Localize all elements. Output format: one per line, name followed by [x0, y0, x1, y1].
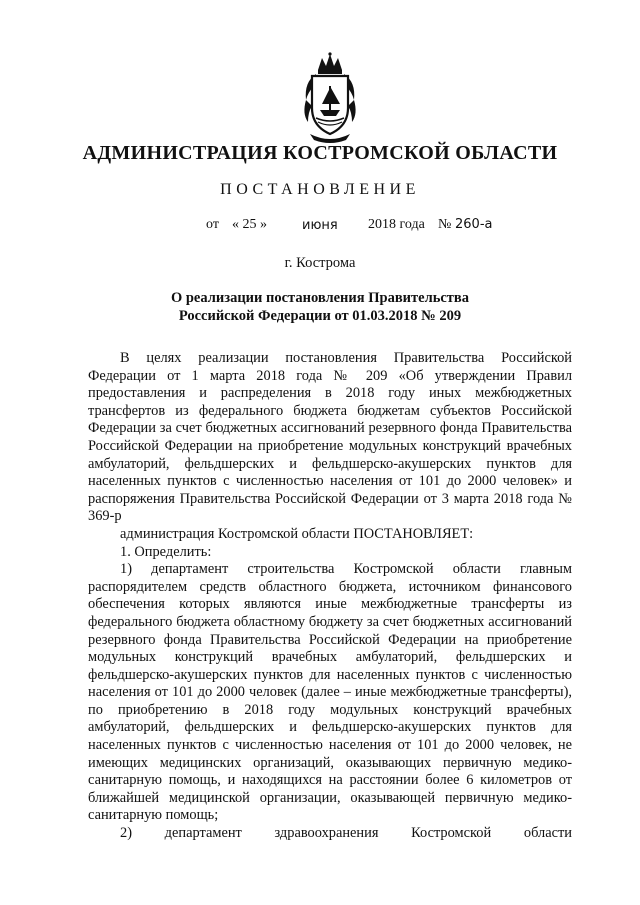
document-number: 260-а [455, 217, 493, 232]
date-line [0, 217, 640, 237]
coat-of-arms-icon [296, 52, 364, 144]
subject-line-2: Российской Федерации от 01.03.2018 № 209 [178, 308, 462, 324]
organization-title: АДМИНИСТРАЦИЯ КОСТРОМСКОЙ ОБЛАСТИ [82, 142, 558, 164]
paragraph-preamble: В целях реализации постановления Правительства Российской Федерации от 1 марта 2018 года № 209 «Об утверждении Правил предоставления и распределения в 2018 году иных межбюджетных трансфертов из федерального бюджета бюджетам субъектов Российской Федерации за счет бюджетных ассигнований резервного фонда Правительства Российской Федерации на приобретение модульных конструкций врачебных амбулаторий, фельдшерских и фельдшерско-акушерских пунктов для населенных пунктов с численностью населения от 101 до 2000 человек» и распоряжения Правительства Российской Федерации от 3 марта 2018 года № 369-р [88, 350, 572, 525]
date-day: « 25 » [232, 217, 267, 232]
place-of-issue: г. Кострома [284, 255, 356, 271]
date-month: июня [302, 218, 338, 233]
document-type: ПОСТАНОВЛЕНИЕ [220, 181, 420, 198]
date-year: 2018 года [368, 217, 425, 232]
document-subject [0, 289, 640, 325]
number-label: № [438, 217, 452, 232]
paragraph-subitem-1: 1) департамент строительства Костромской области главным распорядителем средств областного бюджета, источником финансового обеспечения которых являются иные межбюджетные трансферты из федерального бюджета областному бюджету за счет бюджетных ассигнований резервного фонда Правительства Российской Федерации на приобретение модульных конструкций врачебных амбулаторий, фельдшерских и фельдшерско-акушерских пунктов для населенных пунктов с численностью населения от 101 до 2000 человек (далее – иные межбюджетные трансферты), по приобретению в 2018 году модульных конструкций врачебных амбулаторий, фельдшерских и фельдшерско-акушерских пунктов для населенных пунктов с численностью населения от 101 до 2000 человек, не имеющих медицинских организаций, оказывающих первичную медико-санитарную помощь, и находящихся на расстоянии более 6 километров от ближайшей медицинской организации, оказывающей первичную медико-санитарную помощь; [88, 561, 572, 824]
subject-line-1: О реализации постановления Правительства [170, 290, 470, 306]
paragraph-item-1: 1. Определить: [120, 543, 212, 560]
document-body [88, 350, 572, 843]
paragraph-subitem-2: 2) департамент здравоохранения Костромской области [120, 825, 572, 842]
paragraph-resolves: администрация Костромской области ПОСТАНОВЛЯЕТ: [120, 525, 474, 542]
date-prefix: от [206, 217, 219, 232]
